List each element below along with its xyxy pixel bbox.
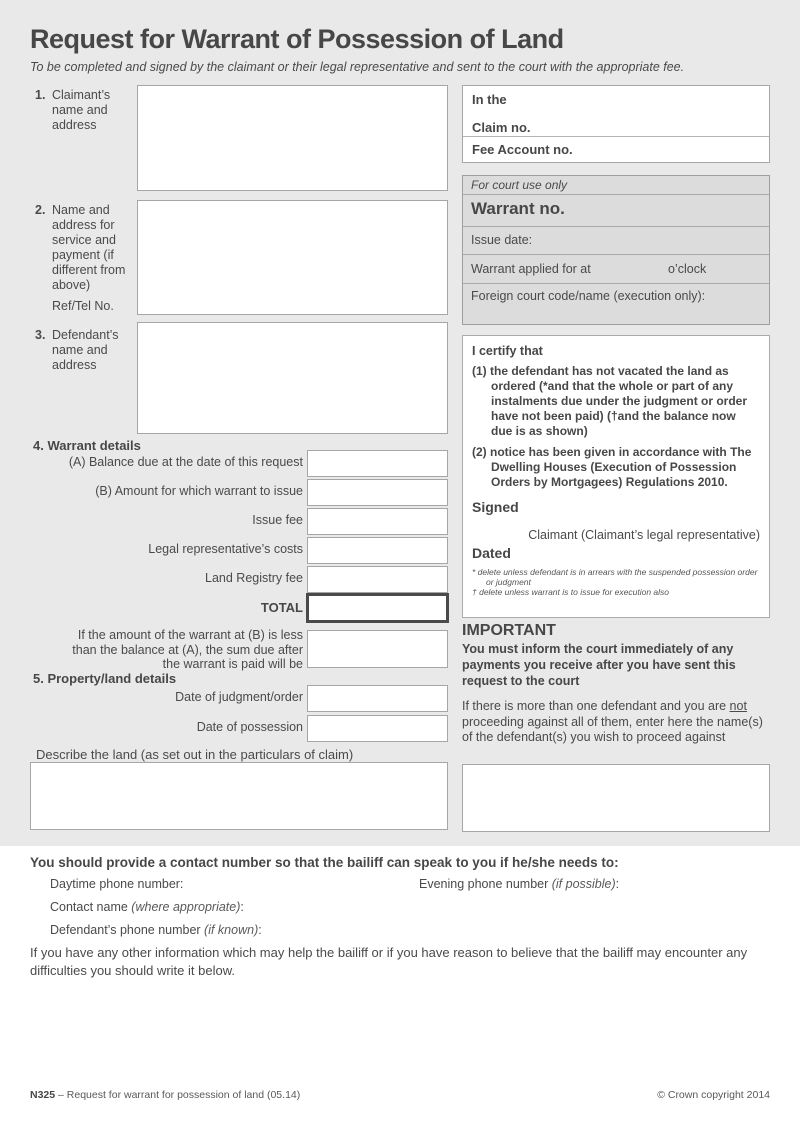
warrant-no-row[interactable] bbox=[463, 195, 769, 227]
date-possession-label: Date of possession bbox=[196, 720, 303, 734]
ref-tel-label: Ref/Tel No. bbox=[52, 299, 114, 313]
form-number-footer bbox=[30, 1089, 300, 1101]
date-judgment-input[interactable] bbox=[307, 685, 448, 712]
form-title-footer: – Request for warrant for possession of land (05.14) bbox=[55, 1089, 301, 1101]
total-input[interactable] bbox=[306, 593, 449, 623]
certify-intro: I certify that bbox=[472, 344, 543, 358]
property-details-heading: 5. Property/land details bbox=[33, 671, 177, 686]
claim-no-label: Claim no. bbox=[472, 120, 531, 135]
page-title: Request for Warrant of Possession of Land bbox=[30, 24, 564, 54]
note-underlined: not bbox=[729, 699, 747, 713]
fee-account-label: Fee Account no. bbox=[472, 142, 573, 157]
evening-phone-italic: (if possible) bbox=[551, 877, 616, 891]
daytime-phone-label: Daytime phone number: bbox=[50, 877, 184, 891]
note-before: If there is more than one defendant and you are bbox=[462, 699, 730, 713]
note-after: proceeding against all of them, enter here the name(s) of the defendant(s) you wish to proceed against bbox=[462, 714, 763, 744]
field1-label bbox=[35, 88, 134, 133]
certify-item-2: (2) notice has been given in accordance with The Dwelling Houses (Execution of Possession Orders by Mortgagees) Regulations 2010. bbox=[472, 445, 752, 489]
warrant-amount-input[interactable] bbox=[307, 479, 448, 506]
residual-sum-input[interactable] bbox=[307, 630, 448, 668]
signed-label: Signed bbox=[472, 499, 519, 515]
field3-label bbox=[35, 328, 134, 373]
field1-text: Claimant’s name and address bbox=[52, 88, 111, 132]
defendant-name-address-input[interactable] bbox=[137, 322, 448, 434]
crown-copyright: © Crown copyright 2014 bbox=[657, 1089, 770, 1101]
issue-fee-input[interactable] bbox=[307, 508, 448, 535]
contact-name-label bbox=[50, 900, 244, 914]
describe-land-input[interactable] bbox=[30, 762, 448, 830]
defendant-phone-text: Defendant’s phone number bbox=[50, 923, 205, 937]
bailiff-info-paragraph: If you have any other information which may help the bailiff or if you have reason to believe that the bailiff may encounter any difficulties you should write it below. bbox=[30, 945, 748, 978]
contact-name-text: Contact name bbox=[50, 900, 132, 914]
court-name-claim-area[interactable] bbox=[463, 86, 769, 136]
in-the-label: In the bbox=[472, 92, 507, 107]
certification-box bbox=[462, 335, 770, 618]
warrant-applied-row[interactable] bbox=[463, 255, 769, 284]
important-section bbox=[462, 622, 770, 746]
claimant-signature-label: Claimant (Claimant’s legal representative) bbox=[528, 528, 760, 542]
foreign-court-row[interactable] bbox=[463, 284, 769, 324]
land-registry-fee-input[interactable] bbox=[307, 566, 448, 593]
field3-number: 3. bbox=[35, 328, 46, 342]
issue-date-row[interactable] bbox=[463, 227, 769, 255]
issue-fee-label: Issue fee bbox=[252, 513, 303, 527]
claimant-name-address-input[interactable] bbox=[137, 85, 448, 191]
warrant-amount-label: (B) Amount for which warrant to issue bbox=[95, 484, 303, 498]
contact-name-italic: (where appropriate) bbox=[131, 900, 241, 914]
foreign-court-label: Foreign court code/name (execution only): bbox=[471, 289, 706, 303]
legal-costs-label: Legal representative’s costs bbox=[148, 542, 303, 556]
field1-number: 1. bbox=[35, 88, 46, 102]
footnote-dagger: † delete unless warrant is to issue for execution also bbox=[472, 587, 670, 597]
form-number: N325 bbox=[30, 1089, 56, 1101]
land-registry-fee-label: Land Registry fee bbox=[205, 571, 303, 585]
service-address-input[interactable] bbox=[137, 200, 448, 315]
field3-text: Defendant’s name and address bbox=[52, 328, 119, 372]
field2-number: 2. bbox=[35, 203, 46, 217]
court-use-only-label: For court use only bbox=[463, 176, 769, 195]
court-header-box bbox=[462, 85, 770, 163]
evening-phone-text: Evening phone number bbox=[419, 877, 552, 891]
court-use-only-box bbox=[462, 175, 770, 325]
evening-phone-colon: : bbox=[615, 877, 620, 891]
warrant-no-label: Warrant no. bbox=[471, 199, 565, 218]
certify-item-1: (1) the defendant has not vacated the land as ordered (*and that the whole or part of any instalments due under the judgment or order have not been paid) (†and the balance now due is as shown) bbox=[472, 364, 748, 438]
multiple-defendants-note bbox=[462, 699, 770, 746]
defendant-phone-colon: : bbox=[258, 923, 262, 937]
defendant-phone-italic: (if known) bbox=[204, 923, 259, 937]
warrant-details-heading: 4. Warrant details bbox=[33, 438, 141, 453]
fee-account-row[interactable] bbox=[463, 136, 769, 162]
proceed-against-input[interactable] bbox=[462, 764, 770, 832]
defendant-phone-label bbox=[50, 923, 262, 937]
contact-heading: You should provide a contact number so that the bailiff can speak to you if he/she needs to: bbox=[30, 855, 619, 870]
date-judgment-label: Date of judgment/order bbox=[175, 690, 303, 704]
describe-land-label: Describe the land (as set out in the particulars of claim) bbox=[36, 747, 354, 762]
dated-label: Dated bbox=[472, 545, 511, 561]
warrant-applied-label: Warrant applied for at bbox=[471, 262, 591, 276]
total-label: TOTAL bbox=[260, 600, 303, 615]
page-subtitle: To be completed and signed by the claimant or their legal representative and sent to the court with the appropriate fee. bbox=[30, 60, 685, 74]
contact-name-colon: : bbox=[240, 900, 244, 914]
important-bold-text: You must inform the court immediately of any payments you receive after you have sent this request to the court bbox=[462, 642, 736, 688]
footnote-asterisk: * delete unless defendant is in arrears with the suspended possession order or judgment bbox=[472, 567, 758, 587]
oclock-label: o’clock bbox=[668, 262, 707, 276]
evening-phone-label bbox=[419, 877, 619, 891]
field2-text: Name and address for service and payment (if different from above) bbox=[52, 203, 126, 292]
important-heading: IMPORTANT bbox=[462, 622, 556, 639]
balance-due-label: (A) Balance due at the date of this request bbox=[68, 455, 303, 469]
legal-costs-input[interactable] bbox=[307, 537, 448, 564]
balance-due-input[interactable] bbox=[307, 450, 448, 477]
residual-sum-label: If the amount of the warrant at (B) is less than the balance at (A), the sum due after the warrant is paid will be bbox=[72, 628, 303, 671]
field2-label bbox=[35, 203, 134, 293]
date-possession-input[interactable] bbox=[307, 715, 448, 742]
issue-date-label: Issue date: bbox=[471, 233, 533, 247]
